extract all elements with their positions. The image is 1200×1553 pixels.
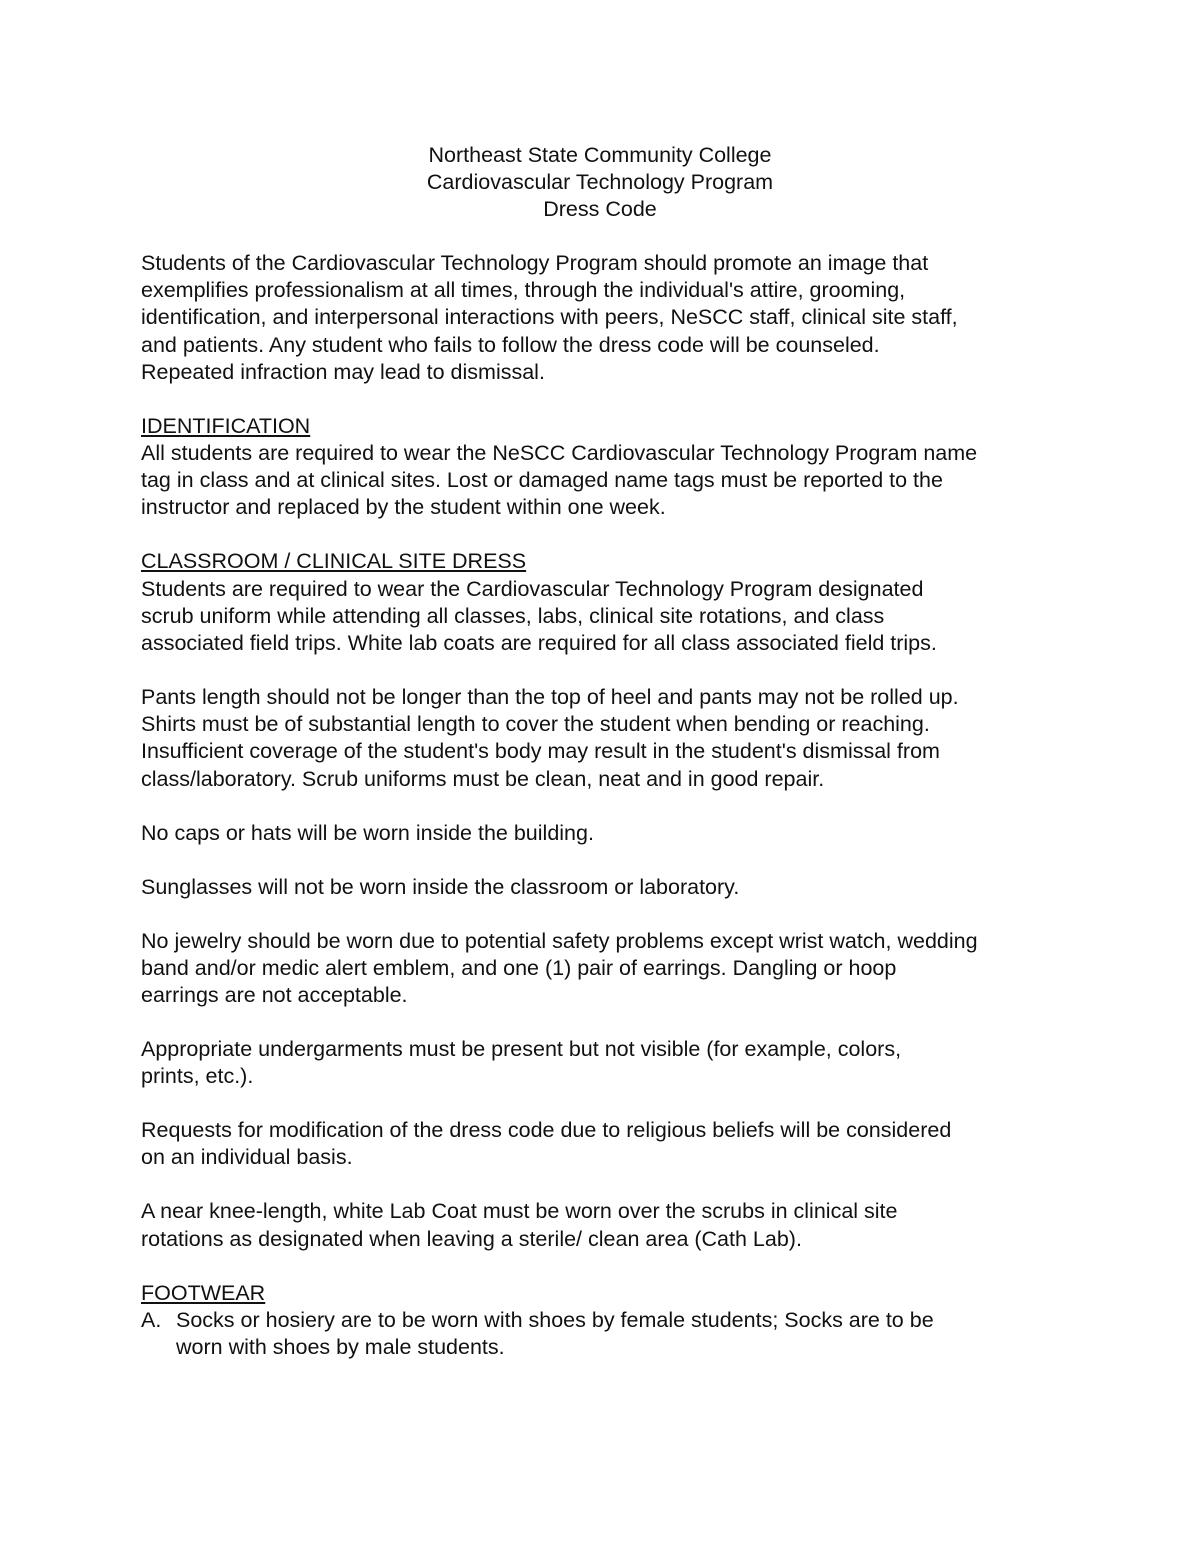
text-line: Students are required to wear the Cardiovascular Technology Program designated [141, 576, 924, 601]
text-line: exemplifies professionalism at all times, through the individual's attire, grooming, [141, 278, 906, 303]
text-line: Insufficient coverage of the student's body may result in the student's dismissal from [141, 739, 940, 764]
caps-paragraph [141, 820, 1081, 847]
text-line: earrings are not acceptable. [141, 983, 408, 1008]
text-line: A near knee-length, white Lab Coat must be worn over the scrubs in clinical site [141, 1199, 898, 1224]
text-line: Pants length should not be longer than the top of heel and pants may not be rolled up. [141, 685, 959, 710]
text-line: All students are required to wear the NeSCC Cardiovascular Technology Program name [141, 441, 978, 466]
text-line: rotations as designated when leaving a sterile/ clean area (Cath Lab). [141, 1226, 802, 1251]
footwear-heading: FOOTWEAR [141, 1280, 266, 1305]
list-marker: A. [141, 1307, 162, 1332]
text-line: tag in class and at clinical sites. Lost or damaged name tags must be reported to the [141, 468, 943, 493]
text-line: Sunglasses will not be worn inside the classroom or laboratory. [141, 874, 740, 899]
college-name: Northeast State Community College [428, 143, 772, 167]
footwear-section [141, 1280, 1081, 1362]
pants-paragraph [141, 684, 1081, 793]
document-header [0, 142, 1200, 224]
document-title: Dress Code [543, 197, 657, 222]
text-line: No caps or hats will be worn inside the building. [141, 820, 594, 845]
text-line: identification, and interpersonal interactions with peers, NeSCC staff, clinical site staff, [141, 305, 958, 330]
labcoat-paragraph [141, 1198, 1081, 1252]
text-line: Requests for modification of the dress code due to religious beliefs will be considered [141, 1118, 952, 1143]
text-line: associated field trips. White lab coats are required for all class associated field trips. [141, 631, 937, 656]
text-line: Students of the Cardiovascular Technology Program should promote an image that [141, 251, 929, 275]
text-line: prints, etc.). [141, 1064, 254, 1089]
text-line: Shirts must be of substantial length to cover the student when bending or reaching. [141, 712, 930, 737]
document-body [141, 250, 1081, 1361]
text-line: Repeated infraction may lead to dismissal. [141, 359, 545, 384]
list-item [141, 1307, 1081, 1361]
identification-heading: IDENTIFICATION [141, 413, 311, 438]
text-line: worn with shoes by male students. [176, 1335, 505, 1360]
footwear-list [141, 1307, 1081, 1361]
text-line: Appropriate undergarments must be present but not visible (for example, colors, [141, 1037, 902, 1062]
text-line: class/laboratory. Scrub uniforms must be clean, neat and in good repair. [141, 766, 825, 791]
program-name: Cardiovascular Technology Program [426, 170, 774, 195]
text-line: Socks or hosiery are to be worn with shoes by female students; Socks are to be [176, 1307, 934, 1332]
classroom-section [141, 548, 1081, 657]
jewelry-paragraph [141, 928, 1081, 1010]
text-line: and patients. Any student who fails to follow the dress code will be counseled. [141, 332, 880, 357]
undergarments-paragraph [141, 1036, 1081, 1090]
text-line: instructor and replaced by the student within one week. [141, 495, 666, 520]
religious-paragraph [141, 1117, 1081, 1171]
text-line: scrub uniform while attending all classes, labs, clinical site rotations, and class [141, 603, 885, 628]
classroom-heading: CLASSROOM / CLINICAL SITE DRESS [141, 549, 527, 574]
text-line: on an individual basis. [141, 1145, 353, 1170]
identification-section [141, 413, 1081, 522]
intro-paragraph [141, 250, 1081, 386]
text-line: No jewelry should be worn due to potential safety problems except wrist watch, wedding [141, 928, 978, 953]
text-line: band and/or medic alert emblem, and one (1) pair of earrings. Dangling or hoop [141, 955, 897, 980]
sunglasses-paragraph [141, 874, 1081, 901]
